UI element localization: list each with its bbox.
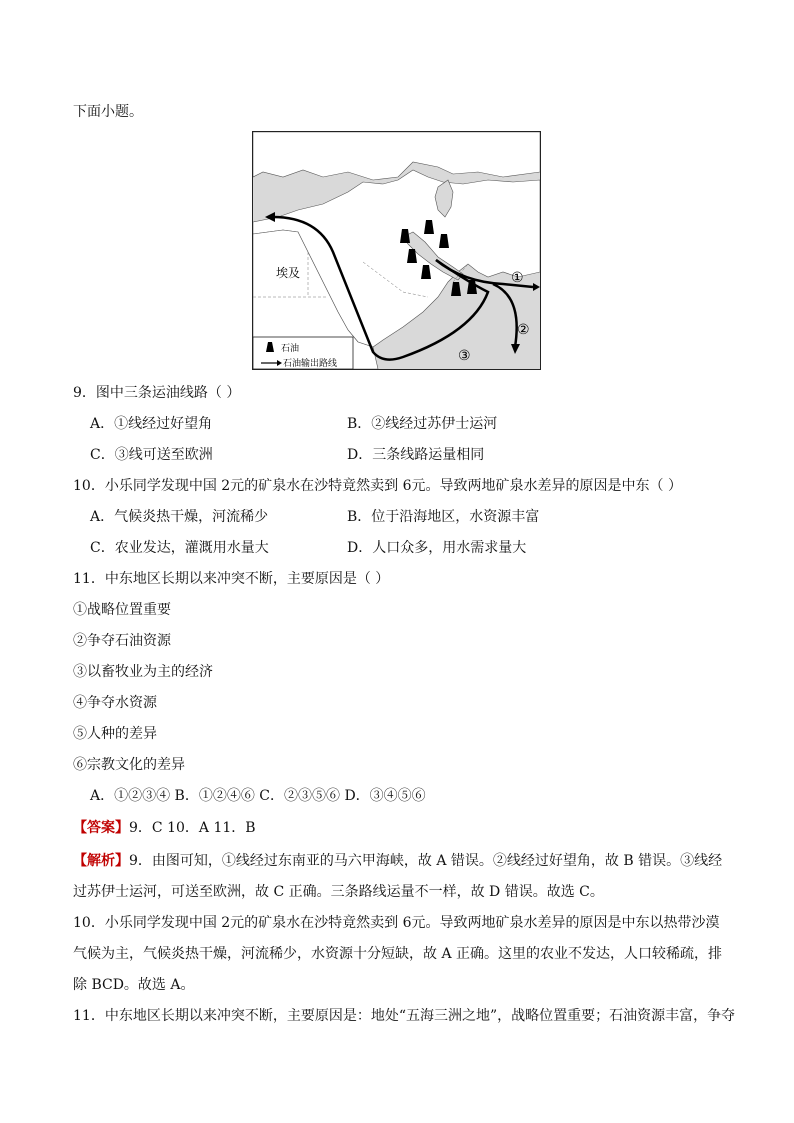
- q11-item: ①战略位置重要: [73, 602, 171, 618]
- q10-option-b: B．位于沿海地区，水资源丰富: [347, 509, 540, 525]
- answer-text: 9．C 10．A 11．B: [129, 820, 256, 836]
- q9-option-b: B．②线经过苏伊士运河: [347, 416, 498, 432]
- q11-stem: 11．中东地区长期以来冲突不断，主要原因是（ ）: [73, 571, 390, 587]
- q11-item: ②争夺石油资源: [73, 633, 171, 649]
- route-2-label: ②: [517, 322, 530, 338]
- middle-east-map: [252, 131, 541, 370]
- q10-option-c: C．农业发达，灌溉用水量大: [90, 540, 269, 556]
- q11-options: A．①②③④ B．①②④⑥ C．②③⑤⑥ D．③④⑤⑥: [90, 788, 426, 804]
- answer-label: 【答案】: [73, 820, 129, 836]
- q10-option-d: D．人口众多，用水需求量大: [347, 540, 527, 556]
- q10-stem: 10．小乐同学发现中国 2元的矿泉水在沙特竟然卖到 6元。导致两地矿泉水差异的原因是中东（ ）: [73, 478, 682, 494]
- analysis-text: 9．由图可知，①线经过东南亚的马六甲海峡，故 A 错误。②线经过好望角，故 B 错误。③线经: [129, 853, 723, 869]
- intro-text: 下面小题。: [73, 104, 143, 120]
- analysis-text: 10．小乐同学发现中国 2元的矿泉水在沙特竟然卖到 6元。导致两地矿泉水差异的原因是中东以热带沙漠: [73, 915, 720, 931]
- legend-oil-label: 石油: [281, 344, 300, 354]
- q11-item: ③以畜牧业为主的经济: [73, 664, 213, 680]
- egypt-label: 埃及: [276, 266, 301, 280]
- q11-item: ④争夺水资源: [73, 695, 157, 711]
- analysis-text: 气候为主，气候炎热干燥，河流稀少，水资源十分短缺，故 A 正确。这里的农业不发达，人口较稀疏，排: [73, 946, 723, 962]
- map-graphic: [253, 132, 540, 369]
- legend-route-label: 石油输出路线: [283, 359, 338, 369]
- q9-stem: 9．图中三条运油线路（ ）: [73, 385, 241, 401]
- answer-line: [73, 818, 256, 838]
- q11-item: ⑥宗教文化的差异: [73, 757, 185, 773]
- route-1-label: ①: [511, 270, 524, 286]
- q11-item: ⑤人种的差异: [73, 726, 157, 742]
- analysis-label: 【解析】: [73, 853, 129, 869]
- q9-option-d: D．三条线路运量相同: [347, 447, 485, 463]
- q9-option-c: C．③线可送至欧洲: [90, 447, 213, 463]
- q9-option-a: A．①线经过好望角: [90, 416, 213, 432]
- route-3-label: ③: [458, 348, 471, 364]
- analysis-line: [73, 851, 722, 871]
- q10-option-a: A．气候炎热干燥，河流稀少: [90, 509, 269, 525]
- analysis-text: 11．中东地区长期以来冲突不断，主要原因是：地处“五海三洲之地”，战略位置重要；石油资源丰富，争夺: [73, 1008, 736, 1024]
- analysis-text: 除 BCD。故选 A。: [73, 977, 195, 993]
- analysis-text: 过苏伊士运河，可送至欧洲，故 C 正确。三条路线运量不一样，故 D 错误。故选 C。: [73, 884, 604, 900]
